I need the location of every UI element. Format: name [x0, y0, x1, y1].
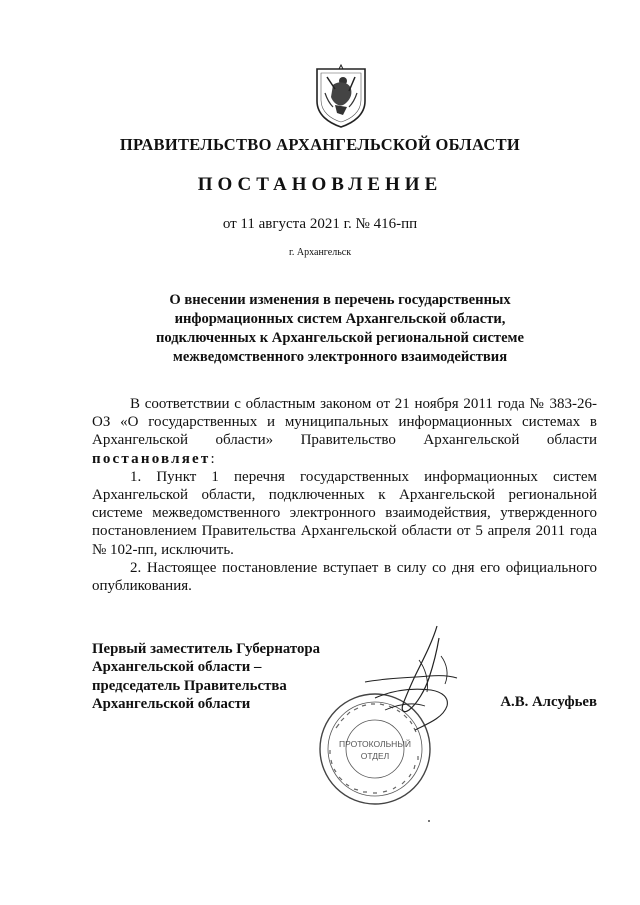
title-line: О внесении изменения в перечень государственных [169, 292, 511, 308]
handwritten-signature [355, 620, 465, 740]
signatory-position [92, 640, 352, 714]
preamble-text: В соответствии с областным законом от 21 ноября 2011 года № 383-26-ОЗ «О государственных и муниципальных информационных системах в Архангельской области» Правительство Архангельской области [92, 396, 597, 449]
position-line: Архангельской области [92, 696, 251, 713]
stamp-text-line1: ПРОТОКОЛЬНЫЙ [339, 739, 411, 749]
scan-speck [428, 820, 430, 822]
document-type: ПОСТАНОВЛЕНИЕ [197, 174, 443, 195]
resolves-word: постановляет [92, 450, 211, 467]
preamble-paragraph [92, 395, 597, 468]
item-2: 2. Настоящее постановление вступает в силу со дня его официального опубликования. [92, 559, 597, 595]
coat-of-arms-emblem [313, 63, 369, 129]
position-line: Первый заместитель Губернатора [92, 641, 320, 657]
title-line: межведомственного электронного взаимодействия [172, 349, 508, 365]
title-line: информационных систем Архангельской области, [174, 311, 506, 327]
resolves-colon: : [210, 450, 215, 467]
stamp-text-line2: ОТДЕЛ [360, 751, 390, 761]
date-number: от 11 августа 2021 г. № 416-пп [222, 216, 418, 232]
city: г. Архангельск [288, 247, 352, 258]
document-title [100, 291, 580, 367]
position-line: Архангельской области – [92, 659, 262, 676]
government-name: ПРАВИТЕЛЬСТВО АРХАНГЕЛЬСКОЙ ОБЛАСТИ [119, 135, 521, 154]
document-body [92, 395, 597, 595]
title-line: подключенных к Архангельской региональной системе [156, 330, 524, 346]
position-line: председатель Правительства [92, 677, 287, 694]
signatory-name: А.В. Алсуфьев [500, 694, 597, 710]
item-1: 1. Пункт 1 перечня государственных информационных систем Архангельской области, подключенных к Архангельской региональной системе межведомственного электронного взаимодействия, утвержденного постановлением Правительства Архангельской области от 5 апреля 2011 года № 102-пп, исключить. [92, 468, 597, 558]
